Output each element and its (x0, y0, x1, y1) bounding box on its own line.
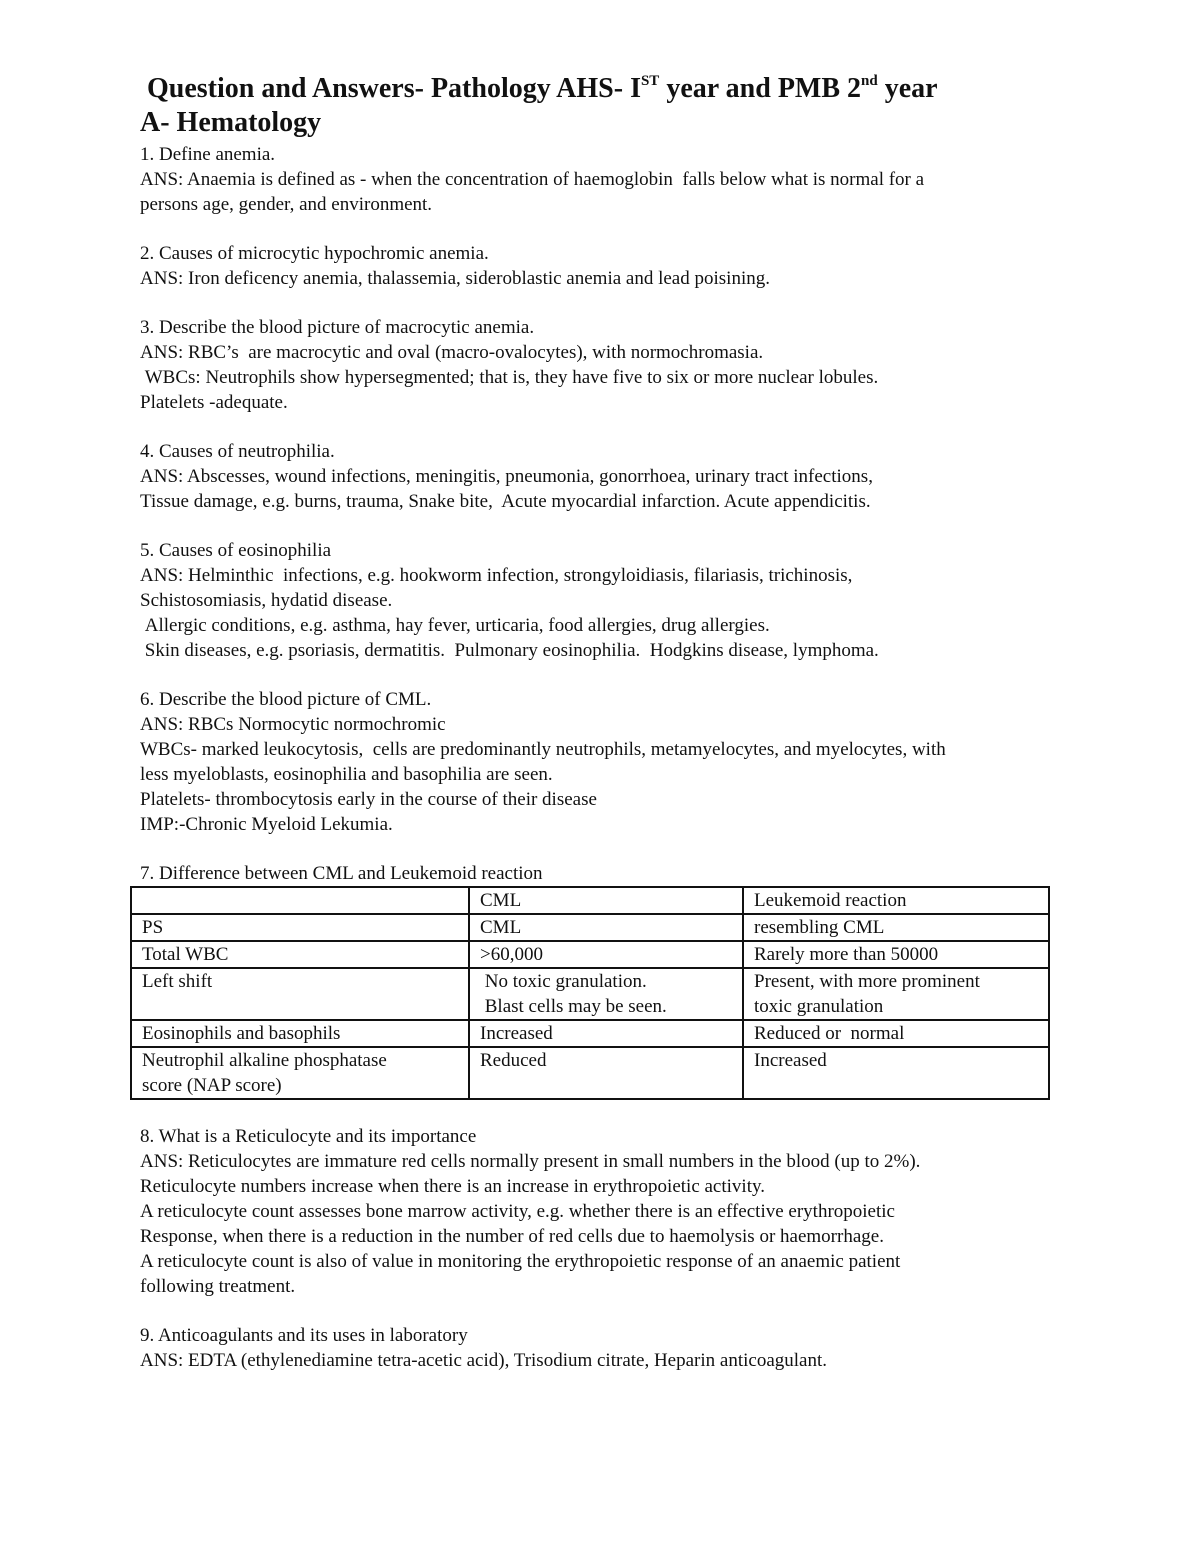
question-block-8 (140, 1124, 1060, 1299)
table-header-cell (131, 887, 469, 914)
question-text: 1. Define anemia. (140, 144, 276, 165)
question-text: 3. Describe the blood picture of macrocytic anemia. (140, 317, 535, 338)
answer-line: less myeloblasts, eosinophilia and basophilia are seen. (140, 764, 553, 785)
table-header-cell: Leukemoid reaction (743, 887, 1049, 914)
answer-line: Platelets -adequate. (140, 392, 288, 413)
section-heading: A- Hematology (140, 107, 322, 138)
table-row (131, 941, 1049, 968)
answer-line: ANS: RBCs Normocytic normochromic (140, 714, 446, 735)
table-row (131, 968, 1049, 1020)
answer-line: Platelets- thrombocytosis early in the course of their disease (140, 789, 597, 810)
answer-line: following treatment. (140, 1276, 296, 1297)
table-cell: Increased (743, 1047, 1049, 1099)
answer-line: ANS: Helminthic infections, e.g. hookworm infection, strongyloidiasis, filariasis, trichinosis, (140, 565, 853, 586)
table-cell: Total WBC (131, 941, 469, 968)
question-block-1 (140, 142, 1060, 217)
question-block-4 (140, 439, 1060, 514)
table-cell: Rarely more than 50000 (743, 941, 1049, 968)
table-cell: resembling CML (743, 914, 1049, 941)
answer-line: ANS: EDTA (ethylenediamine tetra-acetic acid), Trisodium citrate, Heparin anticoagulant. (140, 1350, 828, 1371)
question-text: 2. Causes of microcytic hypochromic anemia. (140, 243, 489, 264)
answer-line: IMP:-Chronic Myeloid Lekumia. (140, 814, 393, 835)
answer-line: A reticulocyte count assesses bone marrow activity, e.g. whether there is an effective erythropoietic (140, 1201, 895, 1222)
question-block-5 (140, 538, 1060, 663)
table-cell: >60,000 (469, 941, 743, 968)
question-text: 9. Anticoagulants and its uses in laboratory (140, 1325, 468, 1346)
question-text: 8. What is a Reticulocyte and its importance (140, 1126, 477, 1147)
comparison-table (130, 886, 1050, 1100)
table-cell: Increased (469, 1020, 743, 1047)
answer-line: ANS: Abscesses, wound infections, meningitis, pneumonia, gonorrhoea, urinary tract infections, (140, 466, 873, 487)
question-block-6 (140, 687, 1060, 837)
answer-line: ANS: RBC’s are macrocytic and oval (macro-ovalocytes), with normochromasia. (140, 342, 764, 363)
title-superscript-st: ST (640, 72, 660, 89)
answer-line: Reticulocyte numbers increase when there is an increase in erythropoietic activity. (140, 1176, 765, 1197)
table-header-row (131, 887, 1049, 914)
answer-line: Schistosomiasis, hydatid disease. (140, 590, 393, 611)
answer-line: ANS: Anaemia is defined as - when the concentration of haemoglobin falls below what is normal for a (140, 169, 925, 190)
title-text-end: year (877, 73, 938, 104)
table-row (131, 914, 1049, 941)
table-row (131, 1047, 1049, 1099)
question-text: 7. Difference between CML and Leukemoid reaction (140, 863, 543, 884)
question-block-9 (140, 1323, 1060, 1373)
question-text: 4. Causes of neutrophilia. (140, 441, 335, 462)
table-cell: Left shift (131, 968, 469, 1020)
answer-line: Allergic conditions, e.g. asthma, hay fever, urticaria, food allergies, drug allergies. (140, 615, 770, 636)
question-block-7 (140, 861, 1060, 1100)
answer-line: Tissue damage, e.g. burns, trauma, Snake bite, Acute myocardial infarction. Acute appendicitis. (140, 491, 871, 512)
document-title (140, 72, 1060, 106)
table-cell: Reduced (469, 1047, 743, 1099)
table-cell: CML (469, 914, 743, 941)
title-superscript-nd: nd (861, 72, 878, 89)
table-cell: PS (131, 914, 469, 941)
answer-line: Response, when there is a reduction in the number of red cells due to haemolysis or haemorrhage. (140, 1226, 884, 1247)
table-header-cell: CML (469, 887, 743, 914)
question-text: 6. Describe the blood picture of CML. (140, 689, 432, 710)
title-text: Question and Answers- Pathology AHS- I (147, 73, 641, 104)
answer-line: WBCs: Neutrophils show hypersegmented; that is, they have five to six or more nuclear lobules. (140, 367, 879, 388)
answer-line: persons age, gender, and environment. (140, 194, 433, 215)
answer-line: WBCs- marked leukocytosis, cells are predominantly neutrophils, metamyelocytes, and myelocytes, with (140, 739, 946, 760)
question-block-3 (140, 315, 1060, 415)
table-cell: Neutrophil alkaline phosphatase score (NAP score) (131, 1047, 469, 1099)
answer-line: ANS: Reticulocytes are immature red cells normally present in small numbers in the blood (up to 2%). (140, 1151, 921, 1172)
table-cell: Present, with more prominent toxic granulation (743, 968, 1049, 1020)
table-cell: Reduced or normal (743, 1020, 1049, 1047)
table-row (131, 1020, 1049, 1047)
document-page (140, 72, 1060, 1373)
table-cell: No toxic granulation. Blast cells may be seen. (469, 968, 743, 1020)
question-text: 5. Causes of eosinophilia (140, 540, 332, 561)
table-cell: Eosinophils and basophils (131, 1020, 469, 1047)
title-text-mid: year and PMB 2 (659, 73, 862, 104)
answer-line: A reticulocyte count is also of value in monitoring the erythropoietic response of an anaemic patient (140, 1251, 901, 1272)
answer-line: ANS: Iron deficency anemia, thalassemia, sideroblastic anemia and lead poisining. (140, 268, 770, 289)
answer-line: Skin diseases, e.g. psoriasis, dermatitis. Pulmonary eosinophilia. Hodgkins disease, lymphoma. (140, 640, 879, 661)
question-block-2 (140, 241, 1060, 291)
